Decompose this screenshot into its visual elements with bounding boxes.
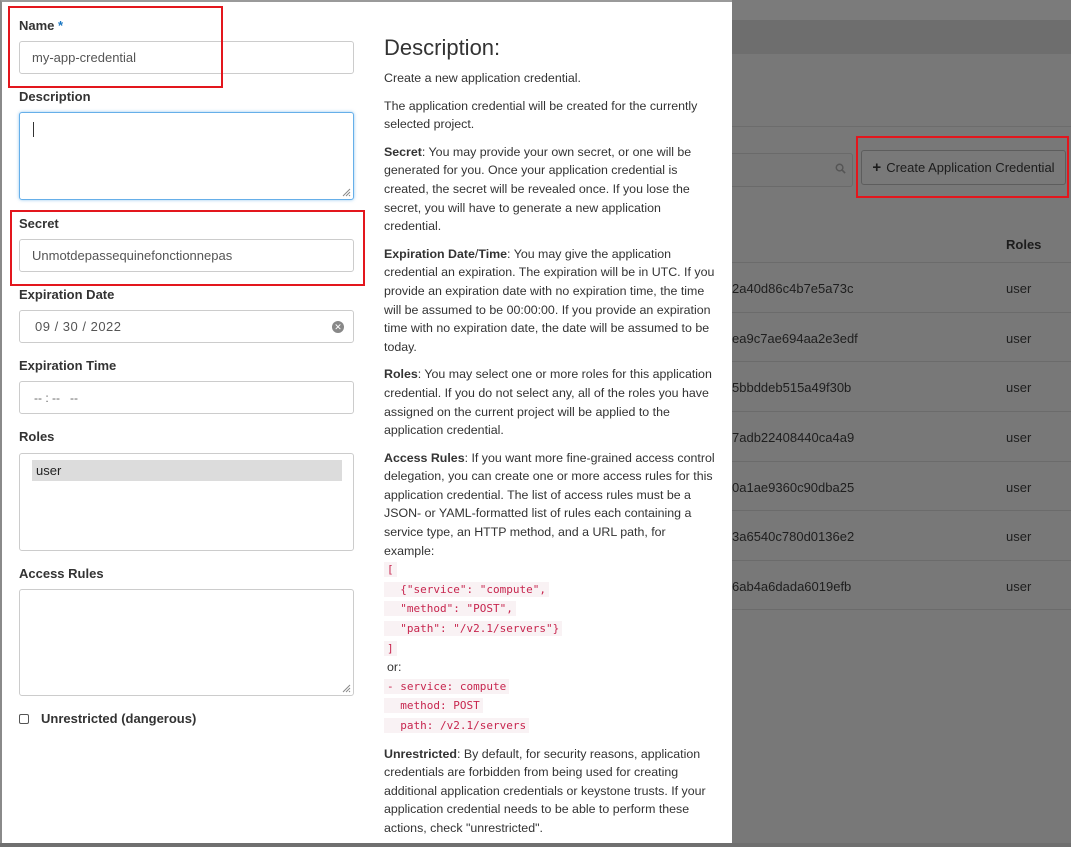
resize-grip-icon[interactable] xyxy=(342,684,351,693)
unrestricted-label: Unrestricted (dangerous) xyxy=(41,711,197,726)
expiration-time-label: Expiration Time xyxy=(19,358,117,373)
description-title: Description: xyxy=(384,35,501,60)
background-breadcrumb xyxy=(732,20,1071,54)
roles-column-header: Roles xyxy=(1006,237,1042,252)
role-option-user[interactable]: user xyxy=(32,460,342,481)
description-roles: Roles: You may select one or more roles for this application credential. If you do not select any, all of the roles you have assigned on the current project will be applied to the application credential. xyxy=(384,367,712,438)
secret-input[interactable]: Unmotdepassequinefonctionnepas xyxy=(19,239,354,272)
description-unrestricted: Unrestricted: By default, for security reasons, application credentials are forbidden from being used for creating additional application credentials or keystone trusts. If your application credential needs to be able to perform these actions, check "unrestricted". xyxy=(384,746,706,835)
unrestricted-row xyxy=(19,711,196,726)
yaml-example: - service: compute method: POST path: /v2.1/servers xyxy=(384,677,717,736)
roles-label: Roles xyxy=(19,429,55,444)
resize-grip-icon[interactable] xyxy=(342,188,351,197)
table-row: ea9c7ae694aa2e3edf user xyxy=(732,312,1071,362)
table-row: 3a6540c780d0136e2 user xyxy=(732,510,1071,560)
create-button-label: Create Application Credential xyxy=(886,160,1055,175)
table-row: 0a1ae9360c90dba25 user xyxy=(732,461,1071,511)
description-textarea[interactable] xyxy=(19,112,354,200)
required-marker: * xyxy=(58,18,64,33)
name-label: Name * xyxy=(19,18,64,33)
background-header xyxy=(732,0,1071,20)
access-rules-textarea[interactable] xyxy=(19,589,354,696)
roles-select[interactable] xyxy=(19,453,354,551)
text-cursor xyxy=(33,122,34,137)
table-row: 2a40d86c4b7e5a73c user xyxy=(732,262,1071,312)
table-row: 6ab4a6dada6019efb user xyxy=(732,560,1071,610)
description-access-rules: Access Rules: If you want more fine-grained access control delegation, you can create one or more access rules for this application credential. The list of access rules must be a JSON- or YAML-formatted list of rules each containing a service type, an HTTP method, and a URL path, for example: xyxy=(384,450,715,558)
table-row: 5bbddeb515a49f30b user xyxy=(732,361,1071,411)
expiration-time-input[interactable]: -- : -- -- xyxy=(19,381,354,414)
description-project-note: The application credential will be created for the currently selected project. xyxy=(384,98,698,132)
clear-icon[interactable]: ✕ xyxy=(332,321,344,333)
background-divider xyxy=(732,126,1071,127)
expiration-date-label: Expiration Date xyxy=(19,287,115,302)
or-text: or: xyxy=(387,660,402,675)
name-input[interactable]: my-app-credential xyxy=(19,41,354,74)
plus-icon: + xyxy=(872,159,882,176)
expiration-date-input[interactable]: 09 / 30 / 2022 ✕ xyxy=(19,310,354,343)
unrestricted-checkbox[interactable] xyxy=(19,714,29,724)
table-row: 7adb22408440ca4a9 user xyxy=(732,411,1071,461)
credentials-table xyxy=(732,262,1071,610)
json-example: [ {"service": "compute", "method": "POST", "path": "/v2.1/servers"} ] xyxy=(384,560,717,658)
search-icon xyxy=(835,163,846,174)
background-search-input xyxy=(732,153,853,187)
description-expiration: Expiration Date/Time: You may give the application credential an expiration. The expiration will be in UTC. If you provide an expiration date with no expiration time, the time will be assumed to be 00:00:00. If you provide an expiration time with no expiration date, the date will be assumed to be today. xyxy=(384,246,715,354)
description-panel xyxy=(384,35,717,847)
secret-label: Secret xyxy=(19,216,59,231)
access-rules-label: Access Rules xyxy=(19,566,104,581)
create-application-credential-button xyxy=(861,150,1066,185)
description-label: Description xyxy=(19,89,91,104)
description-intro: Create a new application credential. xyxy=(384,71,581,85)
description-secret: Secret: You may provide your own secret, or one will be generated for you. Once your application credential is created, the secret will be revealed once. If you lose the secret, you will have to generate a new application credential. xyxy=(384,144,692,234)
